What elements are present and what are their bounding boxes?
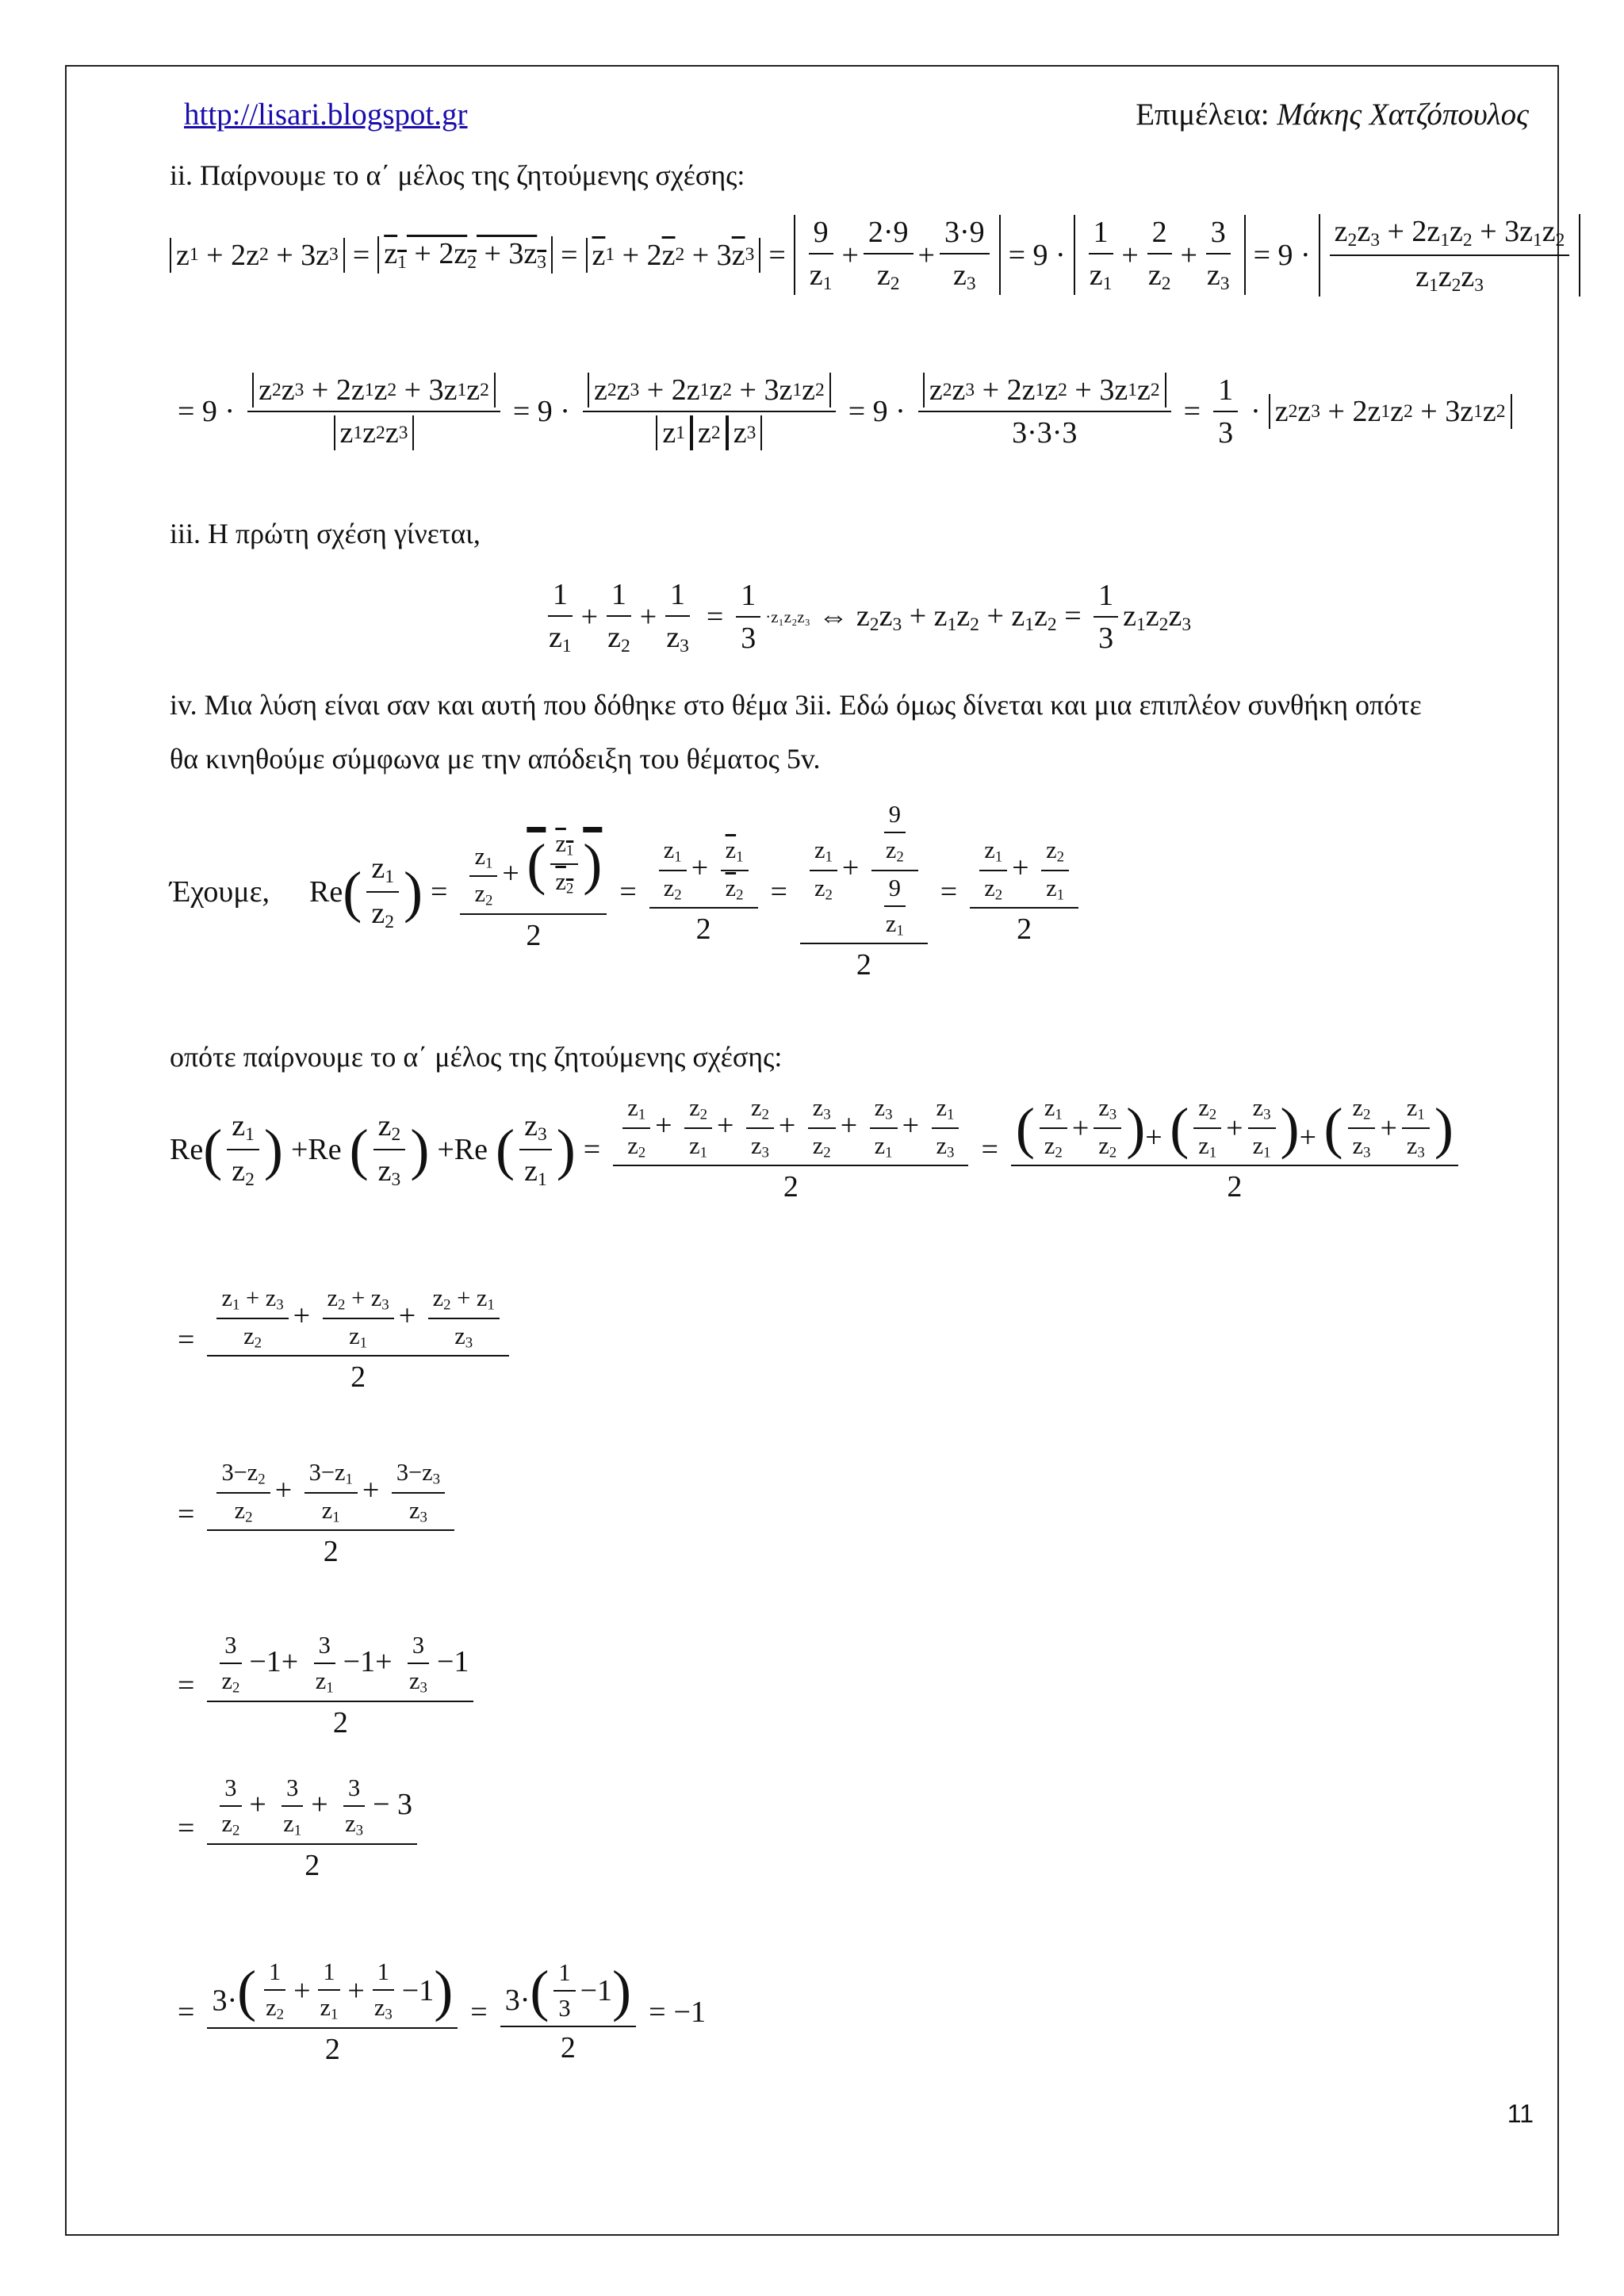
paragraph-iii: iii. Η πρώτη σχέση γίνεται, — [170, 518, 481, 549]
equation-step2: = $\frac{3-z_2}{z_2}$ + $\frac{3-z_1}{z_1}$ + $\frac{3-z_3}{z_3}$ 2 — [170, 1459, 459, 1569]
equation-sum-re: Re ( $z_1$ $z_2$ ) +Re ( $z_2$ $z_3$ ) +Re ( $z_3$ $z_1$ ) = $\frac{z_1}{z_2}$ + $\frac{z_2}{z_1}$ + $\frac{z_2}{z_3}$ + $\frac{z_3}{z_2}$ + $\frac{z_3}{z_1}$ + $\frac{z_1}{z_3}$ 2 = ( $z_1$ $z_2$ + $z_3$ $z_2$ ) + ( $z_2$ $z_1$ + $z_3$ $z_1$ ) + ( $z_2$ $z_3$ + $z_1$ $z_3$ ) 2 — [170, 1094, 1463, 1204]
equation-step4: = $\frac{3}{z_2}$ + $\frac{3}{z_1}$ + $\frac{3}{z_3}$ − 3 2 — [170, 1774, 422, 1883]
paragraph-ii: ii. Παίρνουμε το α΄ μέλος της ζητούμενης σχέσης: — [170, 159, 745, 191]
paragraph-iv-line1: iv. Μια λύση είναι σαν και αυτή που δόθηκε στο θέμα 3ii. Εδώ όμως δίνεται και μια επιπλέον συνθήκη οπότε — [170, 689, 1422, 721]
equation-step3: = $\frac{3}{z_2}$ −1+ $\frac{3}{z_1}$ −1+ $\frac{3}{z_3}$ −1 2 — [170, 1632, 478, 1740]
blog-link[interactable]: http://lisari.blogspot.gr — [184, 98, 468, 132]
paragraph-opote: οπότε παίρνουμε το α΄ μέλος της ζητούμενης σχέσης: — [170, 1041, 783, 1073]
paragraph-iv-line2: θα κινηθούμε σύμφωνα με την απόδειξη του θέματος 5v. — [170, 743, 821, 775]
editor-label: Επιμέλεια: — [1136, 98, 1270, 132]
equation-ii-line1: z 1 + 2z 2 + 3z 3 = $z_1 + 2z_2 + 3z_3$ = $\overline{z}$ 1 + 2 $\overline{z}$ 2 + 3 $\overline{z}$ 3 = 9 $z_1$ + 2·9 $z_2$ + 3·9 $z_3$ = 9 · 1 $z_1$ + 2 $z_2$ + 3 $z_3$ = 9 · $z_2z_3 + 2z_1z_2 + 3z_1z_2$ $z_1z_2z_3$ — [170, 214, 1580, 297]
equation-ii-line2: = 9 · z 2 z 3 + 2z 1 z 2 + 3z 1 z 2 z 1 z 2 z 3 = 9 · z 2 z 3 + 2z 1 z 2 + 3z 1 z 2 z 1 z 2 z 3 = 9 · z 2 z 3 + 2z 1 z 2 + 3z 1 z 2 3·3·3 = $\frac{1}{3}$ · z 2 z 3 + 2z 1 z 2 + 3z 1 z 2 — [170, 373, 1512, 450]
equation-iv-re: Έχουμε, Re ( $z_1$ $z_2$ ) = $\frac{z_1}{z_2}$ + ( $z_1$ $z_2$ ) 2 = $\frac{z_1}{z_2}$ + $\frac{\overline{z}_1}{\overline{z}_2}$ 2 = $\frac{z_1}{z_2}$ + $\frac{\frac{9}{z_2}}{\frac{9}{z_1}}$ 2 = $\frac{z_1}{z_2}$ + $\frac{z_2}{z_1}$ 2 — [170, 801, 1083, 982]
editor-name: Μάκης Χατζόπουλος — [1277, 98, 1529, 132]
equation-iii: 1 $z_1$ + 1 $z_2$ + $\frac{1}{z_3}$ = $\frac{1}{3}$ ·z₁z₂z₃ ⇔ $z_2z_3 + z_1z_2 + z_1z_2$ = $\frac{1}{3}$ $z_1z_2z_3$ — [549, 578, 1192, 656]
page-number: 11 — [1507, 2099, 1534, 2128]
equation-final: = 3· ( 1 $z_2$ + 1 $z_1$ + 1 $z_3$ −1 ) 2 = 3· ( 1 3 −1 ) 2 = −1 — [170, 1958, 706, 2067]
equation-step1: = $\frac{z_1 + z_3}{z_2}$ + $\frac{z_2 + z_3}{z_1}$ + $\frac{z_2 + z_1}{z_3}$ 2 — [170, 1284, 514, 1395]
editor-credit — [1136, 97, 1529, 132]
